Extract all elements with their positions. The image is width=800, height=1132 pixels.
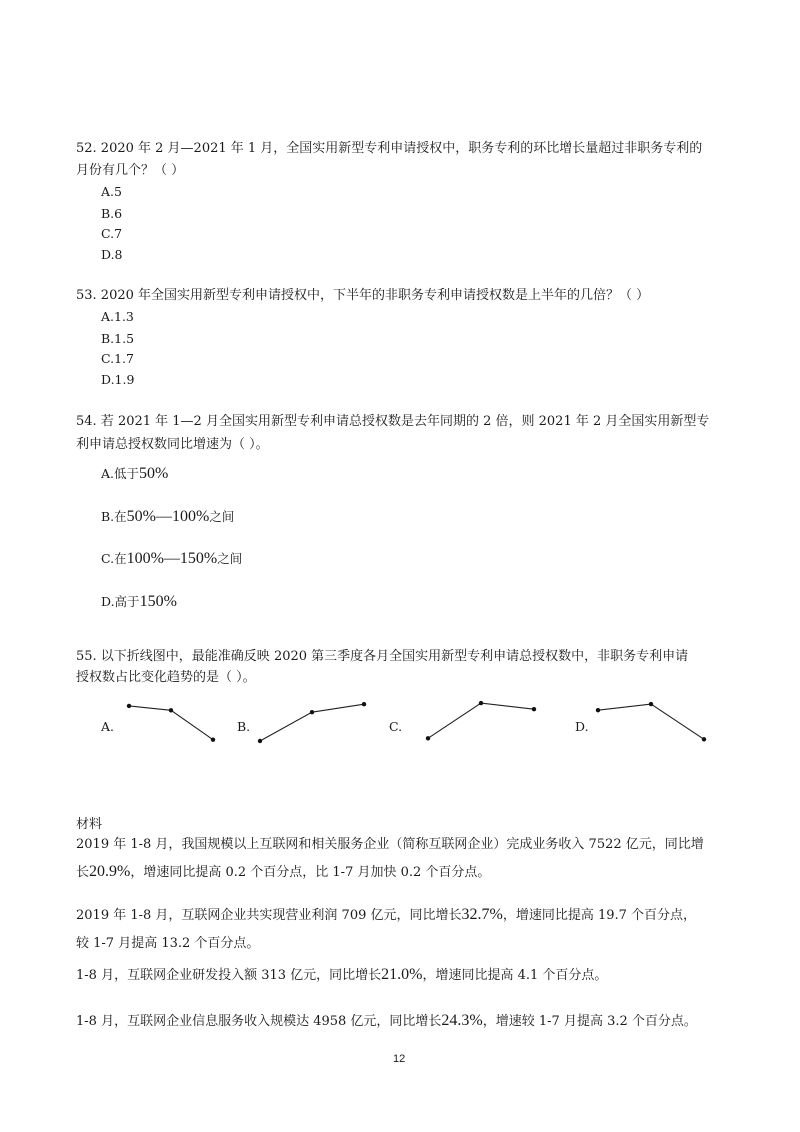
material-p3 bbox=[76, 966, 607, 985]
q54-option-d-value: 150% bbox=[139, 593, 177, 610]
data-point-3 bbox=[362, 702, 366, 706]
q54-option-a-prefix: A.低于 bbox=[101, 466, 140, 481]
material-p1-text-tail: ，增速同比提高 0.2 个百分点，比 1-7 月加快 0.2 个百分点。 bbox=[130, 865, 491, 880]
q55-chart-b[interactable] bbox=[257, 698, 367, 752]
data-point-1 bbox=[127, 704, 131, 708]
q55-chart-d[interactable] bbox=[595, 698, 707, 750]
q55-chart-c[interactable] bbox=[425, 697, 537, 749]
trend-line bbox=[598, 704, 704, 739]
q54-option-a[interactable] bbox=[101, 465, 168, 483]
data-point-3 bbox=[532, 707, 536, 711]
material-p4-percent: 24.3% bbox=[441, 1012, 483, 1029]
trend-line bbox=[260, 704, 364, 741]
q54-option-b-prefix: B.在 bbox=[101, 509, 127, 524]
q54-option-c[interactable] bbox=[101, 550, 242, 568]
material-p4-text: 1-8 月，互联网企业信息服务收入规模达 4958 亿元，同比增长 bbox=[76, 1014, 442, 1029]
material-p3-percent: 21.0% bbox=[381, 966, 423, 983]
data-point-3 bbox=[702, 737, 706, 741]
data-point-1 bbox=[596, 708, 600, 712]
data-point-2 bbox=[479, 701, 483, 705]
data-point-2 bbox=[310, 710, 314, 714]
material-p2-percent: 32.7% bbox=[461, 906, 503, 923]
material-p2-text-tail: ，增速同比提高 19.7 个百分点， bbox=[502, 908, 697, 923]
q54-option-c-prefix: C.在 bbox=[101, 551, 127, 566]
material-p1-line2 bbox=[76, 863, 490, 882]
material-p2-text: 2019 年 1-8 月，互联网企业共实现营业利润 709 亿元，同比增长 bbox=[76, 908, 462, 923]
q54-option-c-value: 100%—150% bbox=[126, 550, 218, 567]
q55-chart-a[interactable] bbox=[126, 700, 216, 750]
material-p3-text: 1-8 月，互联网企业研发投入额 313 亿元，同比增长 bbox=[76, 968, 382, 983]
q54-option-d[interactable] bbox=[101, 593, 177, 611]
q52-option-c[interactable]: C.7 bbox=[101, 226, 123, 241]
q54-option-d-prefix: D.高于 bbox=[101, 594, 140, 609]
q52-option-d[interactable]: D.8 bbox=[101, 247, 123, 262]
q54-stem-line2: 利申请总授权数同比增速为（ ）。 bbox=[76, 437, 269, 452]
material-p4-text-tail: ，增速较 1-7 月提高 3.2 个百分点。 bbox=[482, 1014, 697, 1029]
material-p1-percent: 20.9% bbox=[89, 863, 131, 880]
q52-stem-line2: 月份有几个？（ ） bbox=[76, 163, 185, 178]
q54-option-b-suffix: 之间 bbox=[209, 509, 235, 524]
data-point-1 bbox=[258, 739, 262, 743]
trend-line bbox=[428, 703, 534, 738]
q55-option-a-label[interactable]: A. bbox=[101, 719, 115, 734]
material-p4 bbox=[76, 1012, 697, 1031]
material-p3-text-tail: ，增速同比提高 4.1 个百分点。 bbox=[422, 968, 608, 983]
q55-option-b-label[interactable]: B. bbox=[237, 719, 251, 734]
q52-option-b[interactable]: B.6 bbox=[101, 206, 123, 221]
q55-option-c-label[interactable]: C. bbox=[389, 719, 403, 734]
q53-stem: 53. 2020 年全国实用新型专利申请授权中，下半年的非职务专利申请授权数是上半年的几倍？（ ） bbox=[76, 288, 650, 303]
data-point-2 bbox=[169, 708, 173, 712]
material-heading: 材料 bbox=[76, 817, 103, 832]
q53-option-d[interactable]: D.1.9 bbox=[101, 372, 135, 387]
q55-stem-line2: 授权数占比变化趋势的是（ ）。 bbox=[76, 670, 256, 685]
q55-stem-line1: 55. 以下折线图中，最能准确反映 2020 第三季度各月全国实用新型专利申请总授权数中，非职务专利申请 bbox=[76, 649, 689, 664]
q52-option-a[interactable]: A.5 bbox=[101, 184, 122, 199]
q53-option-a[interactable]: A.1.3 bbox=[101, 309, 134, 324]
data-point-2 bbox=[649, 702, 653, 706]
q54-option-c-suffix: 之间 bbox=[217, 551, 243, 566]
material-p2-line2: 较 1-7 月提高 13.2 个百分点。 bbox=[76, 936, 260, 951]
q55-option-d-label[interactable]: D. bbox=[575, 719, 589, 734]
q53-option-c[interactable]: C.1.7 bbox=[101, 351, 134, 366]
q54-option-a-value: 50% bbox=[139, 465, 169, 482]
data-point-3 bbox=[211, 737, 215, 741]
material-p1-text: 长 bbox=[76, 865, 90, 880]
material-p2-line1 bbox=[76, 906, 696, 925]
q53-option-b[interactable]: B.1.5 bbox=[101, 331, 135, 346]
q54-option-b-value: 50%—100% bbox=[126, 508, 210, 525]
q54-option-b[interactable] bbox=[101, 508, 234, 526]
q52-stem-line1: 52. 2020 年 2 月—2021 年 1 月，全国实用新型专利申请授权中，职务专利的环比增长量超过非职务专利的 bbox=[76, 141, 703, 156]
page-number: 12 bbox=[393, 1053, 406, 1065]
material-p1-line1: 2019 年 1-8 月，我国规模以上互联网和相关服务企业（简称互联网企业）完成业务收入 7522 亿元，同比增 bbox=[76, 837, 704, 852]
data-point-1 bbox=[426, 736, 430, 740]
q54-stem-line1: 54. 若 2021 年 1—2 月全国实用新型专利申请总授权数是去年同期的 2 倍，则 2021 年 2 月全国实用新型专 bbox=[76, 414, 710, 429]
